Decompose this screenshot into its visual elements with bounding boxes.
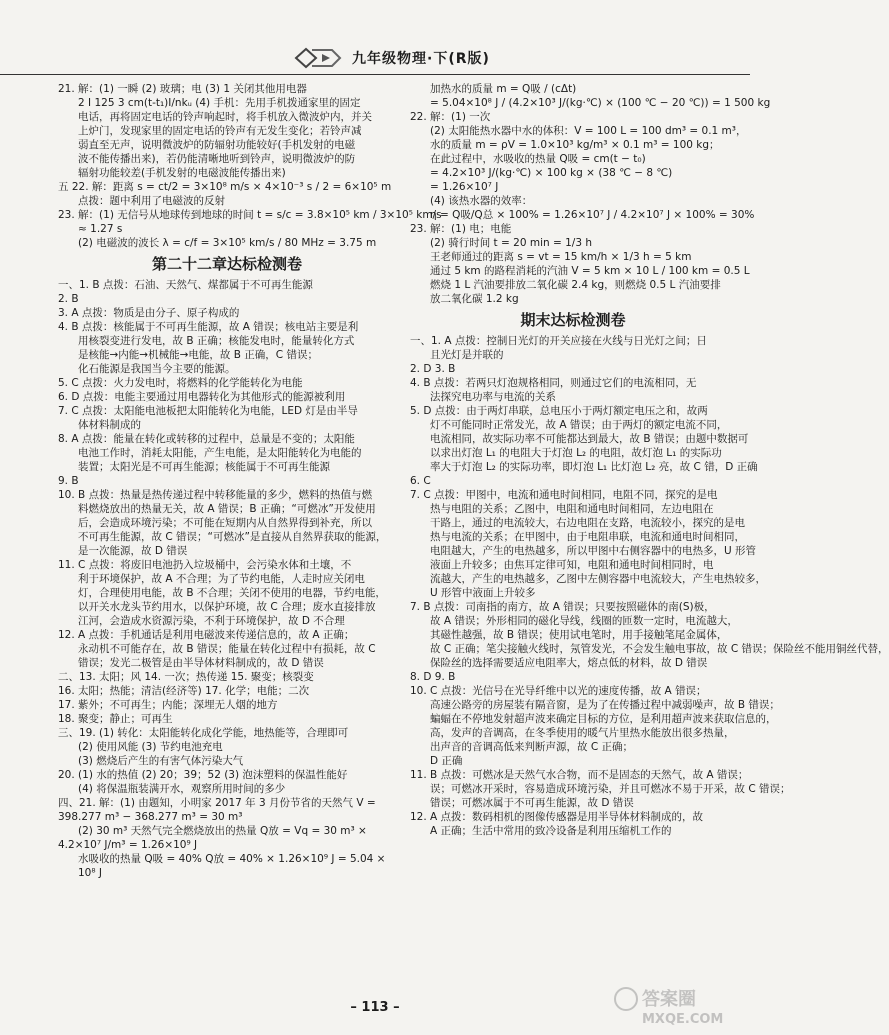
answer-line: 流越大，产生的电热越多，乙图中左侧容器中电流较大，产生电热较多， xyxy=(430,573,766,585)
answer-line: 23. 解：(1) 无信号从地球传到地球的时间 t = s/c = 3.8×10⁵ km / 3×10⁵ km/s xyxy=(58,209,442,221)
answer-line: 23. 解：(1) 电；电能 xyxy=(410,223,512,235)
answer-line: 8. D 9. B xyxy=(410,671,456,683)
watermark-line2: MXQE.COM xyxy=(642,1012,724,1027)
answer-line: 12. A 点拨：手机通话是利用电磁波来传递信息的，故 A 正确； xyxy=(58,629,355,641)
watermark-logo xyxy=(612,985,742,1029)
answer-line: 是核能→内能→机械能→电能，故 B 正确，C 错误； xyxy=(78,349,318,361)
answer-line: (3) 燃烧后产生的有害气体污染大气 xyxy=(78,755,244,767)
answer-line: D 正确 xyxy=(430,755,463,767)
answer-line: 4. B 点拨：核能属于不可再生能源，故 A 错误；核电站主要是利 xyxy=(58,321,359,333)
answer-line: 2. D 3. B xyxy=(410,363,456,375)
answer-line: A 正确；生活中常用的致冷设备是利用压缩机工作的 xyxy=(430,825,672,837)
answer-line: 电流相同，故实际功率不可能都达到最大，故 B 错误；由题中数据可 xyxy=(430,433,749,445)
answer-line: 用核裂变进行发电，故 B 正确；核能发电时，能量转化方式 xyxy=(78,335,355,347)
answer-line: = 5.04×10⁸ J / (4.2×10³ J/(kg·℃) × (100 ℃ − 20 ℃)) = 1 500 kg xyxy=(430,97,771,109)
answer-line: 永动机不可能存在，故 B 错误；能量在转化过程中有损耗，故 C xyxy=(78,643,376,655)
answer-line: 错误；发光二极管是由半导体材料制成的，故 D 错误 xyxy=(78,657,324,669)
series-logo-icon xyxy=(292,46,348,70)
right-answers-final-exam xyxy=(410,334,889,838)
page-number: – 113 – xyxy=(350,1000,400,1015)
answer-line: 且光灯是并联的 xyxy=(430,349,504,361)
answer-line: 398.277 m³ − 368.277 m³ = 30 m³ xyxy=(58,811,243,823)
answer-line: 后，会造成环境污染；不可能在短期内从自然界得到补充，所以 xyxy=(78,517,372,529)
answer-line: 二、13. 太阳；风 14. 一次；热传递 15. 聚变；核裂变 xyxy=(58,671,314,683)
answer-line: 出声音的音调高低来判断声源，故 C 正确； xyxy=(430,741,634,753)
answer-line: 高，发声的音调高，在冬季使用的暖气片里热水能放出很多热量， xyxy=(430,727,735,739)
answer-line: 10. B 点拨：热量是热传递过程中转移能量的多少，燃料的热值与燃 xyxy=(58,489,373,501)
answer-line: ≈ 1.27 s xyxy=(78,223,123,235)
answer-line: 四、21. 解：(1) 由题知，小明家 2017 年 3 月份节省的天然气 V = xyxy=(58,797,376,809)
answer-line: 装置；太阳光是不可再生能源；核能属于不可再生能源 xyxy=(78,461,330,473)
answer-line: 不可再生能源，故 C 错误；“可燃冰”是直接从自然界获取的能源， xyxy=(78,531,387,543)
answer-line: 17. 紫外；不可再生；内能；深埋无人烟的地方 xyxy=(58,699,278,711)
answer-line: (4) 该热水器的效率： xyxy=(430,195,533,207)
right-answers-q21-q23 xyxy=(410,82,771,306)
answer-line: 在此过程中，水吸收的热量 Q吸 = cm(t − t₀) xyxy=(430,153,646,165)
answer-line: 体材料制成的 xyxy=(78,419,141,431)
answer-line: (2) 太阳能热水器中水的体积：V = 100 L = 100 dm³ = 0.1 m³， xyxy=(430,125,747,137)
answer-line: 通过 5 km 的路程消耗的汽油 V = 5 km × 10 L / 100 km = 0.5 L xyxy=(430,265,750,277)
answer-line: 5. C 点拨：火力发电时，将燃料的化学能转化为电能 xyxy=(58,377,303,389)
answer-line: 率大于灯泡 L₂ 的实际功率，即灯泡 L₁ 比灯泡 L₂ 亮，故 C 错，D 正确 xyxy=(430,461,758,473)
answer-line: 7. B 点拨：司南指的南方，故 A 错误；只要按照磁体的南(S)极， xyxy=(410,601,715,613)
left-answers-q22-q23 xyxy=(58,180,442,250)
watermark-line1: 答案圈 xyxy=(642,989,696,1010)
answer-line: 江河，会造成水资源污染，不利于环境保护，故 D 不合理 xyxy=(78,615,345,627)
answer-line: 10⁸ J xyxy=(78,867,103,879)
answer-line: (4) 将保温瓶装满开水，观察所用时间的多少 xyxy=(78,783,286,795)
answer-line: 8. A 点拨：能量在转化或转移的过程中，总量是不变的；太阳能 xyxy=(58,433,355,445)
answer-line: (2) 使用风能 (3) 节约电池充电 xyxy=(78,741,223,753)
answer-line: 液面上升较多；由焦耳定律可知，电阻和通电时间相同时，电 xyxy=(430,559,714,571)
answer-line: (2) 30 m³ 天然气完全燃烧放出的热量 Q放 = Vq = 30 m³ × xyxy=(78,825,367,837)
answer-line: 4.2×10⁷ J/m³ = 1.26×10⁹ J xyxy=(58,839,198,851)
answer-line: 放二氧化碳 1.2 kg xyxy=(430,293,519,305)
answer-line: 5. D 点拨：由于两灯串联，总电压小于两灯额定电压之和，故两 xyxy=(410,405,708,417)
answer-line: = 1.26×10⁷ J xyxy=(430,181,499,193)
answer-line: (2) 骑行时间 t = 20 min = 1/3 h xyxy=(430,237,593,249)
answer-line: 上炉门，发现家里的固定电话的铃声有无发生变化；若铃声减 xyxy=(78,125,362,137)
answer-line: 电阻越大，产生的电热越多，所以甲图中右侧容器中的电热多，U 形管 xyxy=(430,545,757,557)
answer-line: 电池工作时，消耗太阳能，产生电能，是太阳能转化为电能的 xyxy=(78,447,362,459)
book-title: 九年级物理·下(R版) xyxy=(352,51,490,67)
answer-line: 10. C 点拨：光信号在光导纤维中以光的速度传播，故 A 错误； xyxy=(410,685,707,697)
answer-line: 21. 解：(1) 一瞬 (2) 玻璃；电 (3) 1 关闭其他用电器 xyxy=(58,83,307,95)
section-title-final-exam: 期末达标检测卷 xyxy=(520,311,626,329)
answer-line: 6. C xyxy=(410,475,431,487)
answer-line: 点拨：题中利用了电磁波的反射 xyxy=(78,195,225,207)
answer-line: 16. 太阳；热能；清洁(经济等) 17. 化学；电能；二次 xyxy=(58,685,310,697)
answer-line: 利于环境保护，故 A 不合理；为了节约电能，人走时应关闭电 xyxy=(78,573,365,585)
answer-line: 王老师通过的距离 s = vt = 15 km/h × 1/3 h = 5 km xyxy=(430,251,692,263)
answer-line: 20. (1) 水的热值 (2) 20；39；52 (3) 泡沫塑料的保温性能好 xyxy=(58,769,348,781)
answer-line: 干路上，通过的电流较大，右边电阻在支路，电流较小，探究的是电 xyxy=(430,517,745,529)
answer-line: 燃烧 1 L 汽油要排放二氧化碳 2.4 kg，则燃烧 0.5 L 汽油要排 xyxy=(430,279,721,291)
answer-line: 18. 聚变；静止；可再生 xyxy=(58,713,173,725)
answer-line: 是一次能源，故 D 错误 xyxy=(78,545,188,557)
answer-line: 热与电流的关系；在甲图中，由于电阻串联，电流和通电时间相同， xyxy=(430,531,745,543)
left-answers-chapter21 xyxy=(58,82,396,180)
answer-line: 五 22. 解：距离 s = ct/2 = 3×10⁸ m/s × 4×10⁻³ s / 2 = 6×10⁵ m xyxy=(58,181,392,193)
answer-line: 误；可燃冰开采时，容易造成环境污染，并且可燃冰不易于开采，故 C 错误； xyxy=(430,783,791,795)
answer-line: 2 I 125 3 cm(t-t₁)I/nkᵤ (4) 手机：先用手机拨通家里的固定 xyxy=(78,97,361,109)
page-header xyxy=(0,40,750,75)
answer-line: 热与电阻的关系；乙图中，电阻和通电时间相同，左边电阻在 xyxy=(430,503,714,515)
answer-line: 22. 解：(1) 一次 xyxy=(410,111,491,123)
answer-line: 11. C 点拨：将废旧电池扔入垃圾桶中，会污染水体和土壤，不 xyxy=(58,559,352,571)
answer-line: 其磁性越强，故 B 错误；使用试电笔时，用手接触笔尾金属体， xyxy=(430,629,728,641)
answer-line: 保险丝的选择需要适应电阻率大，熔点低的材料，故 D 错误 xyxy=(430,657,708,669)
answer-line: 故 C 正确；笔尖接触火线时，氖管发光，不会发生触电事故，故 C 错误；保险丝不能用铜丝代替， xyxy=(430,643,889,655)
answer-line: 灯，合理使用电能，故 B 不合理；关闭不使用的电器，节约电能， xyxy=(78,587,386,599)
answer-line: 水的质量 m = ρV = 1.0×10³ kg/m³ × 0.1 m³ = 100 kg； xyxy=(430,139,720,151)
answer-line: 电话，再将固定电话的铃声响起时，将手机放入微波炉内，并关 xyxy=(78,111,372,123)
answer-line: 高速公路旁的房屋装有隔音窗，是为了在传播过程中减弱噪声，故 B 错误； xyxy=(430,699,780,711)
answer-line: 3. A 点拨：物质是由分子、原子构成的 xyxy=(58,307,240,319)
answer-line: 7. C 点拨：甲图中，电流和通电时间相同，电阻不同，探究的是电 xyxy=(410,489,718,501)
answer-line: 化石能源是我国当今主要的能源。 xyxy=(78,363,236,375)
answer-line: U 形管中液面上升较多 xyxy=(430,587,536,599)
answer-line: 以开关水龙头节约用水，以保护环境，故 C 合理；废水直接排放 xyxy=(78,601,376,613)
answer-line: (2) 电磁波的波长 λ = c/f = 3×10⁵ km/s / 80 MHz = 3.75 m xyxy=(78,237,377,249)
answer-line: 一、1. A 点拨：控制日光灯的开关应接在火线与日光灯之间；日 xyxy=(410,335,707,347)
answer-line: 法探究电功率与电流的关系 xyxy=(430,391,556,403)
answer-line: 12. A 点拨：数码相机的图像传感器是用半导体材料制成的，故 xyxy=(410,811,704,823)
answer-line: 6. D 点拨：电能主要通过用电器转化为其他形式的能源被利用 xyxy=(58,391,346,403)
answer-line: 弱直至无声，说明微波炉的防辐射功能较好(手机发射的电磁 xyxy=(78,139,356,151)
answer-line: η = Q吸/Q总 × 100% = 1.26×10⁷ J / 4.2×10⁷ J × 100% = 30% xyxy=(430,209,755,221)
answer-line: 三、19. (1) 转化：太阳能转化成化学能，地热能等，合理即可 xyxy=(58,727,349,739)
answer-line: 一、1. B 点拨：石油、天然气、煤都属于不可再生能源 xyxy=(58,279,313,291)
answer-line: 以求出灯泡 L₁ 的电阻大于灯泡 L₂ 的电阻，故灯泡 L₁ 的实际功 xyxy=(430,447,722,459)
answer-line: 蝙蝠在不停地发射超声波来确定目标的方位，是利用超声波来获取信息的， xyxy=(430,713,777,725)
answer-line: 故 A 错误；外形相同的磁化导线，线圈的匝数一定时，电流越大， xyxy=(430,615,738,627)
answer-line: 2. B xyxy=(58,293,79,305)
answer-line: 波不能传播出来)，若仍能清晰地听到铃声，说明微波炉的防 xyxy=(78,153,356,165)
answer-line: 料燃烧放出的热量无关，故 A 错误；B 正确；“可燃冰”开发使用 xyxy=(78,503,376,515)
answer-line: 9. B xyxy=(58,475,79,487)
answer-line: 4. B 点拨：若两只灯泡规格相同，则通过它们的电流相同，无 xyxy=(410,377,697,389)
left-answers-chapter22 xyxy=(58,278,396,880)
answer-line: 水吸收的热量 Q吸 = 40% Q放 = 40% × 1.26×10⁹ J = 5.04 × xyxy=(78,853,386,865)
section-title-chapter22: 第二十二章达标检测卷 xyxy=(151,255,302,273)
answer-line: 错误；可燃冰属于不可再生能源，故 D 错误 xyxy=(430,797,634,809)
right-column xyxy=(410,82,889,838)
answer-line: 辐射功能较差(手机发射的电磁波能传播出来) xyxy=(78,167,286,179)
answer-line: = 4.2×10³ J/(kg·℃) × 100 kg × (38 ℃ − 8 ℃) xyxy=(430,167,673,179)
answer-line: 7. C 点拨：太阳能电池板把太阳能转化为电能，LED 灯是由半导 xyxy=(58,405,358,417)
answer-line: 11. B 点拨：可燃冰是天然气水合物，而不是固态的天然气，故 A 错误； xyxy=(410,769,749,781)
answer-line: 加热水的质量 m = Q吸 / (cΔt) xyxy=(430,83,577,95)
answer-line: 灯不可能同时正常发光，故 A 错误；由于两灯的额定电流不同， xyxy=(430,419,728,431)
